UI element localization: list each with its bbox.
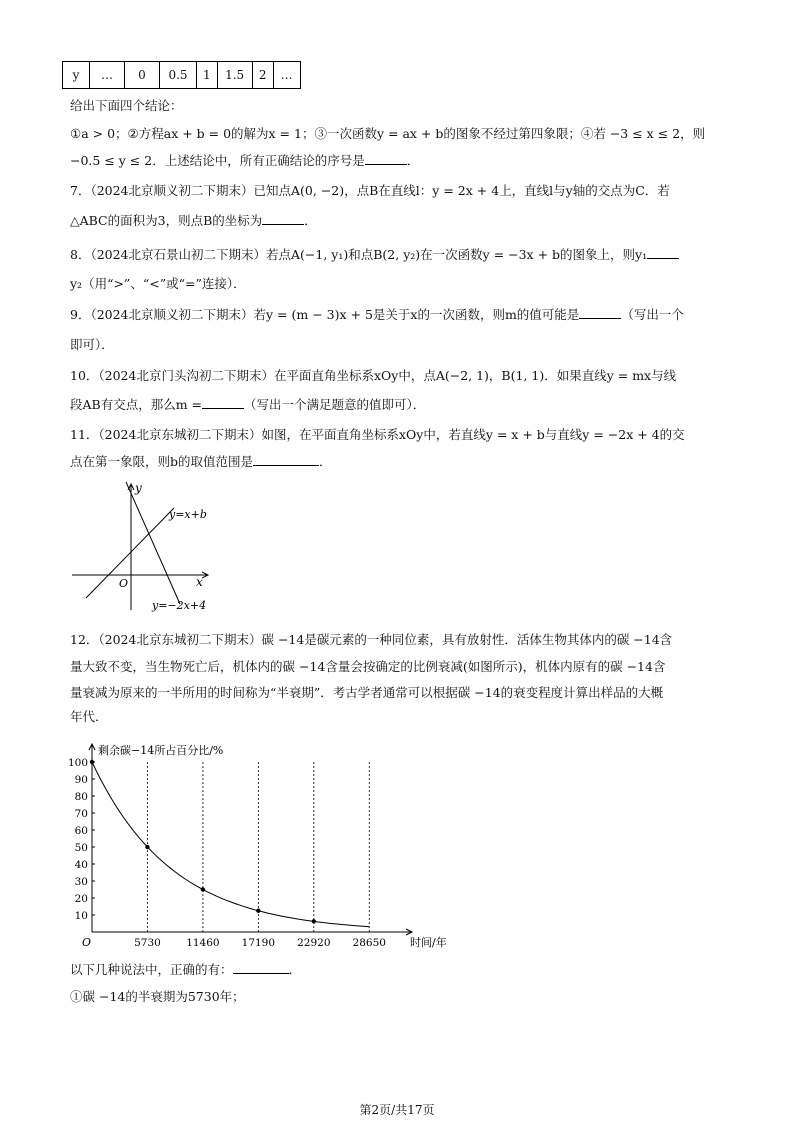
line-y-minus-2x-plus-4 xyxy=(126,482,180,604)
y-axis-label: y xyxy=(135,481,142,495)
q11-graph xyxy=(68,478,218,614)
q10-line2-end: （写出一个满足题意的值即可）． xyxy=(244,397,426,412)
q12-after-text: 以下几种说法中，正确的有： xyxy=(70,962,233,977)
q6-line2 xyxy=(70,151,419,171)
y-tick-label: 20 xyxy=(74,893,88,905)
q11-line2-end: ． xyxy=(319,454,332,469)
y-tick-label: 60 xyxy=(74,825,88,837)
x-tick-label: 11460 xyxy=(186,937,220,949)
answer-blank[interactable] xyxy=(262,212,304,225)
data-point xyxy=(90,760,94,764)
q7-line2 xyxy=(70,211,317,231)
x-axis-title: 时间/年 xyxy=(410,936,447,949)
answer-blank[interactable] xyxy=(365,152,407,165)
q12-line2: 量大致不变，当生物死亡后，机体内的碳 −14含量会按确定的比例衰减(如图所示)，机体内原有的碳 −14含 xyxy=(70,659,666,674)
y-tick-label: 50 xyxy=(74,842,88,854)
line2-label: y=−2x+4 xyxy=(152,599,207,612)
q10-line2 xyxy=(70,395,425,415)
table-cell: … xyxy=(273,62,300,89)
answer-blank[interactable] xyxy=(202,396,244,409)
decay-curve xyxy=(92,762,369,927)
q12-line3: 量衰减为原来的一半所用的时间称为“半衰期”．考古学者通常可以根据碳 −14的衰变程度计算出样品的大概 xyxy=(70,685,664,700)
y-tick-label: 40 xyxy=(74,859,88,871)
q11-line2-text: 点在第一象限，则b的取值范围是 xyxy=(70,454,254,469)
table-cell: 2 xyxy=(252,62,273,89)
x-tick-label: 28650 xyxy=(352,937,386,949)
q7-line1: 7．（2024北京顺义初二下期末）已知点A(0, −2)，点B在直线l：y = 2x + 4上，直线l与y轴的交点为C．若 xyxy=(70,183,670,198)
q10-line1: 10．（2024北京门头沟初二下期末）在平面直角坐标系xOy中，点A(−2, 1)，B(1, 1)．如果直线y = mx与线 xyxy=(70,368,677,383)
q8-line1 xyxy=(70,245,679,265)
y-tick-label: 70 xyxy=(74,808,88,820)
answer-blank[interactable] xyxy=(253,453,319,466)
table-row xyxy=(63,62,301,89)
x-tick-label: 17190 xyxy=(241,937,276,949)
y-axis-title: 剩余碳−14所占百分比/% xyxy=(98,744,224,757)
q12-after-end: ． xyxy=(288,962,302,977)
q9-line2: 即可）． xyxy=(70,337,114,352)
data-point xyxy=(256,909,260,913)
origin-label: O xyxy=(82,936,92,949)
q6-line1: ①a > 0；②方程ax + b = 0的解为x = 1；③一次函数y = ax + b的图象不经过第四象限；④若 −3 ≤ x ≤ 2，则 xyxy=(70,126,706,141)
q12-line4: 年代． xyxy=(70,709,108,724)
decay-chart xyxy=(62,730,447,950)
q12-option1: ①碳 −14的半衰期为5730年； xyxy=(70,989,245,1004)
q7-line2-end: ． xyxy=(304,213,317,228)
q6-intro: 给出下面四个结论： xyxy=(70,98,183,113)
data-point xyxy=(312,919,316,923)
data-point xyxy=(201,887,205,891)
q10-line2-text: 段AB有交点，那么m = xyxy=(70,397,203,412)
y-tick-label: 30 xyxy=(74,876,88,888)
y-tick-label: 10 xyxy=(74,910,88,922)
value-table xyxy=(62,61,301,89)
table-cell: 1 xyxy=(197,62,218,89)
answer-blank[interactable] xyxy=(233,961,289,974)
table-cell: 1.5 xyxy=(217,62,252,89)
page-footer: 第2页/共17页 xyxy=(359,1103,435,1117)
q6-line2-end: ． xyxy=(406,153,420,168)
x-tick-label: 22920 xyxy=(297,937,331,949)
table-cell: y xyxy=(63,62,90,89)
table-cell: 0 xyxy=(125,62,160,89)
x-tick-label: 5730 xyxy=(134,937,161,949)
y-tick-label: 90 xyxy=(74,774,88,786)
q6-line2-text: −0.5 ≤ y ≤ 2．上述结论中，所有正确结论的序号是 xyxy=(70,153,365,168)
answer-blank[interactable] xyxy=(579,306,621,319)
q9-line1-end: （写出一个 xyxy=(621,307,684,322)
q12-after xyxy=(70,960,301,980)
y-tick-label: 100 xyxy=(67,757,88,769)
q11-line2 xyxy=(70,452,332,472)
q12-line1: 12．（2024北京东城初二下期末）碳 −14是碳元素的一种同位素，具有放射性．活体生物其体内的碳 −14含 xyxy=(70,632,673,647)
q11-line1: 11．（2024北京东城初二下期末）如图，在平面直角坐标系xOy中，若直线y = x + b与直线y = −2x + 4的交 xyxy=(70,427,685,442)
q9-line1-text: 9．（2024北京顺义初二下期末）若y = (m − 3)x + 5是关于x的一次函数，则m的值可能是 xyxy=(70,307,580,322)
table-cell: … xyxy=(90,62,125,89)
line1-label: y=x+b xyxy=(169,508,207,521)
y-tick-label: 80 xyxy=(74,791,88,803)
q7-line2-text: △ABC的面积为3，则点B的坐标为 xyxy=(70,213,263,228)
q8-line1-text: 8．（2024北京石景山初二下期末）若点A(−1, y₁)和点B(2, y₂)在一次函数y = −3x + b的图象上，则y₁ xyxy=(70,247,648,262)
x-axis-label: x xyxy=(196,575,203,589)
data-point xyxy=(145,845,149,849)
q9-line1 xyxy=(70,305,684,325)
line-y-x-plus-b xyxy=(86,508,174,598)
table-cell: 0.5 xyxy=(160,62,197,89)
answer-blank[interactable] xyxy=(647,246,679,259)
q8-line2: y₂（用“>”、“<”或“=”连接）． xyxy=(70,276,246,291)
origin-label: O xyxy=(119,577,129,590)
